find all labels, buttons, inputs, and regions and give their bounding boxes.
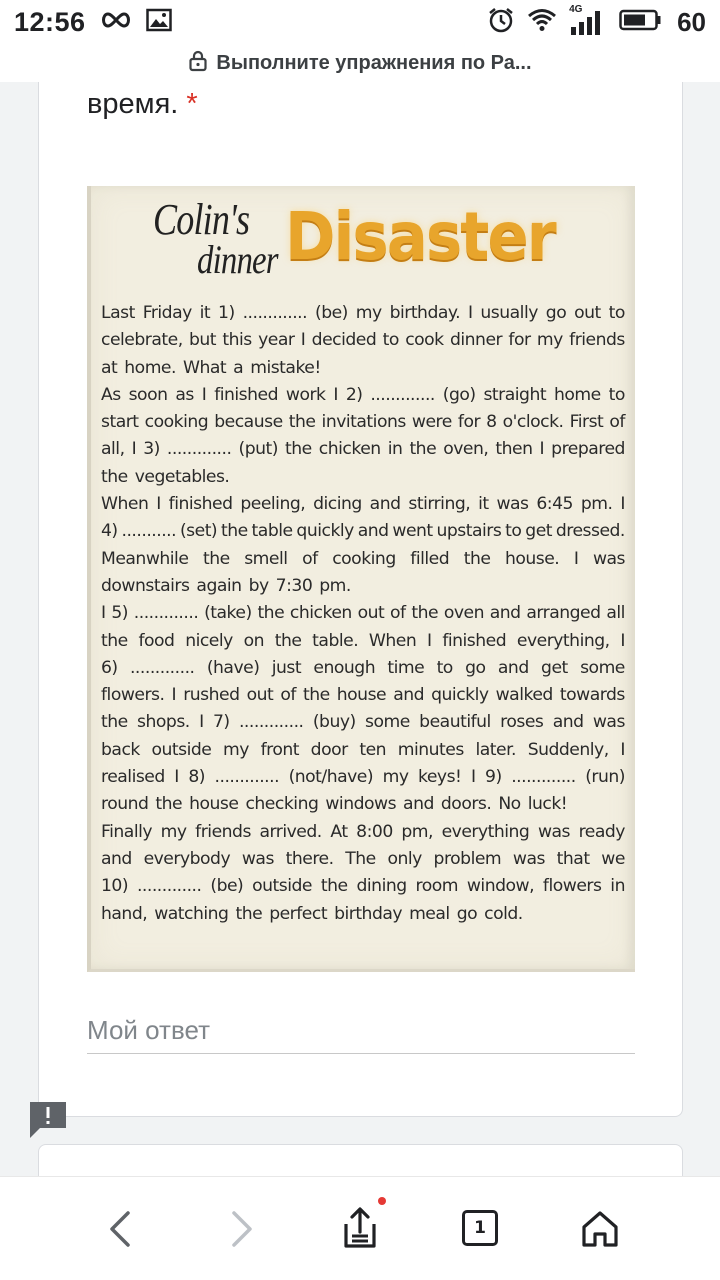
worksheet-text <box>101 300 625 928</box>
worksheet-image <box>87 186 635 972</box>
tab-count: 1 <box>462 1210 498 1246</box>
worksheet-line: Finally my friends arrived. At 8:00 pm, everything was ready <box>101 821 625 842</box>
worksheet-line: 4) ........... (set) the table quickly and went upstairs to get dressed. <box>101 521 625 542</box>
worksheet-line: back outside my front door ten minutes later. Suddenly, I <box>101 739 625 760</box>
cellular-signal-icon: 4G <box>569 7 607 37</box>
back-button[interactable] <box>96 1205 144 1253</box>
worksheet-line: start cooking because the invitations were for 8 o'clock. First of <box>101 412 625 433</box>
tabs-button[interactable] <box>460 1205 508 1253</box>
worksheet-line: realised I 8) ............. (not/have) my keys! I 9) ............. (run) <box>101 767 625 788</box>
alarm-icon <box>487 6 515 39</box>
worksheet-line: Last Friday it 1) ............. (be) my birthday. I usually go out to <box>101 303 625 323</box>
battery-level: 60 <box>677 6 706 37</box>
worksheet-line: flowers. I rushed out of the house and quickly walked towards <box>101 685 625 706</box>
worksheet-line: the shops. I 7) ............. (buy) some beautiful roses and was <box>101 712 625 733</box>
worksheet-line: at home. What a mistake! <box>101 357 321 378</box>
worksheet-line: all, I 3) ............. (put) the chicken in the oven, then I prepared <box>101 439 625 460</box>
worksheet-title-big: Disaster <box>285 198 555 275</box>
forward-button[interactable] <box>218 1205 266 1253</box>
browser-bottom-nav <box>0 1176 720 1280</box>
infinity-icon <box>100 10 132 35</box>
worksheet-line: downstairs again by 7:30 pm. <box>101 575 351 596</box>
worksheet-line: As soon as I finished work I 2) ............. (go) straight home to <box>101 384 625 405</box>
wifi-icon <box>527 8 557 37</box>
status-bar <box>0 0 720 44</box>
worksheet-line: the vegetables. <box>101 466 230 487</box>
notification-dot <box>378 1197 386 1205</box>
share-tray-icon <box>338 1206 382 1252</box>
lock-icon <box>188 50 208 77</box>
worksheet-line: and everybody was there. The only problem was that we <box>101 848 625 869</box>
share-button[interactable] <box>336 1205 384 1253</box>
worksheet-line: round the house checking windows and doors. No luck! <box>101 794 568 815</box>
worksheet-line: celebrate, but this year I decided to cook dinner for my friends <box>101 330 625 351</box>
answer-input[interactable] <box>87 1002 635 1054</box>
battery-icon <box>619 9 661 36</box>
page-title: Выполните упражнения по Ра... <box>216 51 532 74</box>
worksheet-line: I 5) ............. (take) the chicken out of the oven and arranged all <box>101 603 625 624</box>
home-icon <box>578 1207 622 1251</box>
worksheet-line: 6) ............. (have) just enough time to go and get some <box>101 657 625 678</box>
worksheet-line: 10) ............. (be) outside the dining room window, flowers in <box>101 876 625 897</box>
chevron-left-icon <box>106 1209 134 1249</box>
status-time: 12:56 <box>14 6 86 37</box>
worksheet-line: When I finished peeling, dicing and stirring, it was 6:45 pm. I <box>101 494 625 515</box>
required-mark: * <box>186 88 198 120</box>
worksheet-title-line2: dinner <box>197 237 278 282</box>
question-card <box>38 82 683 1117</box>
question-title: время. * <box>87 88 198 120</box>
worksheet-title-line1: Colin's <box>153 195 250 244</box>
home-button[interactable] <box>576 1205 624 1253</box>
worksheet-title <box>149 192 629 284</box>
image-icon <box>146 8 172 37</box>
worksheet-line: Meanwhile the smell of cooking filled the house. I was <box>101 548 625 569</box>
worksheet-line: hand, watching the perfect birthday meal go cold. <box>101 903 523 924</box>
worksheet-line: the food nicely on the table. When I finished everything, I <box>101 630 625 651</box>
chevron-right-icon <box>228 1209 256 1249</box>
url-bar[interactable] <box>0 44 720 82</box>
report-feedback-icon[interactable] <box>28 1100 68 1140</box>
